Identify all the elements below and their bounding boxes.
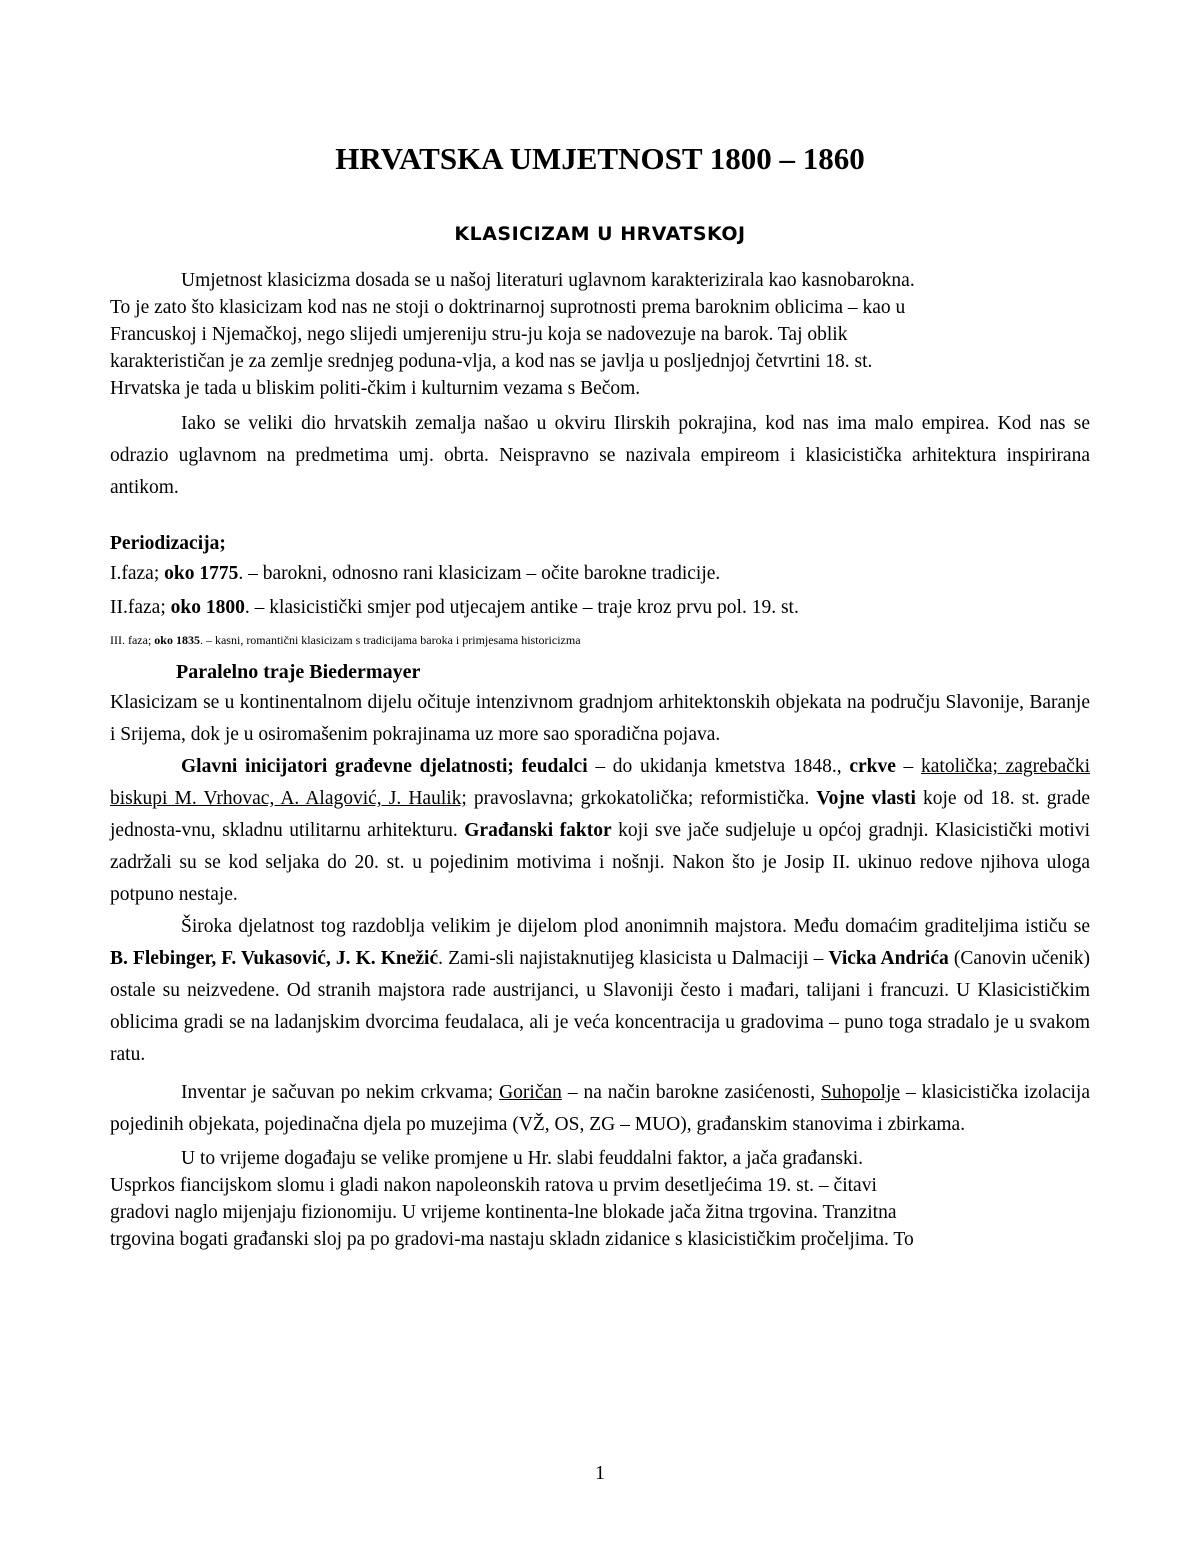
text-run: – na način barokne zasićenosti, — [561, 1082, 821, 1104]
intro-paragraph — [110, 267, 1090, 402]
phase-date: oko 1775 — [164, 563, 239, 585]
text-run: Inventar je sačuvan po nekim crkvama; — [181, 1082, 500, 1104]
text-line: trgovina bogati građanski sloj pa po gradovi-ma nastaju skladn zidanice s klasicističkim pročeljima. To — [110, 1229, 914, 1251]
phase-3 — [110, 629, 1090, 651]
text-run: (Canovin učenik) ostale su neizvedene. Od stranih majstora rade austrijanci, u Slavoniji često i mađari, talijani i francuzi. U Klasicističkim oblicima gradi se na ladanjskim dvorcima feudalaca, ali je veća koncentracija u gradovima – puno toga stradalo je u svakom ratu. — [110, 948, 1090, 1066]
underlined-text: katolička; zagrebački biskupi M. Vrhovac, A. Alagović, J. Haulik; — [110, 756, 1091, 810]
text-run: koje od 18. st. grade jednosta-vnu, skladnu utilitarnu arhitekturu. — [110, 788, 1090, 842]
intro-line: Francuskoj i Njemačkoj, nego slijedi umjereniju stru-ju koja se nadovezuje na barok. Taj oblik — [110, 324, 848, 346]
phase-date: oko 1835 — [154, 633, 200, 648]
text-run: koji sve jače sudjeluje u općoj gradnji. Klasicistički motivi zadržali su se kod seljaka do 20. st. u pojedinim motivima i nošnji. Nakon što je Josip II. ukinuo redove njihova uloga potpuno nestaje. — [110, 820, 1090, 906]
paragraph-masters — [110, 911, 1090, 1071]
document-title: HRVATSKA UMJETNOST 1800 – 1860 — [335, 141, 865, 176]
bold-text: B. Flebinger, F. Vukasović, J. K. Knežić — [110, 948, 439, 970]
bold-text: Vojne vlasti — [816, 788, 916, 810]
phase-label: III. faza; — [110, 633, 155, 648]
text-run: – klasicistička izolacija pojedinih objekata, pojedinačna djela po muzejima (VŽ, OS, ZG – MUO), građanskim stanovima i zbirkama. — [110, 1082, 1090, 1136]
intro-line: karakterističan je za zemlje srednjeg poduna-vlja, a kod nas se javlja u posljednjoj četvrtini 18. st. — [110, 351, 873, 373]
phase-label: I.faza; — [110, 563, 165, 585]
underlined-text: Goričan — [499, 1082, 562, 1104]
section-subtitle: KLASICIZAM U HRVATSKOJ — [454, 223, 746, 246]
text-run: – do ukidanja kmetstva 1848., — [587, 756, 850, 778]
intro-line: Hrvatska je tada u bliskim politi-čkim i kulturnim vezama s Bečom. — [110, 378, 641, 400]
page-content — [110, 140, 1090, 1253]
text-run: . Zami-sli najistaknutijeg klasicista u Dalmaciji – — [438, 948, 829, 970]
paragraph-continental: Klasicizam se u kontinentalnom dijelu očituje intenzivnom gradnjom arhitektonskih objekata na području Slavonije, Baranje i Srijema, dok je u osiromašenim pokrajinama uz more sao sporadična pojava. — [110, 692, 1090, 746]
text-run: – — [895, 756, 921, 778]
bold-text: Glavni inicijatori građevne djelatnosti; feudalci — [181, 756, 588, 778]
text-run: Široka djelatnost tog razdoblja velikim je dijelom plod anonimnih majstora. Među domaćim graditeljima ističu se — [181, 916, 1090, 938]
phase-text: . – barokni, odnosno rani klasicizam – očite barokne tradicije. — [238, 563, 721, 585]
bold-text: Vicka Andrića — [828, 948, 949, 970]
intro-line: Umjetnost klasicizma dosada se u našoj literaturi uglavnom karakterizirala kao kasnobarokna. — [181, 270, 915, 292]
phase-text: . – klasicistički smjer pod utjecajem antike – traje kroz prvu pol. 19. st. — [244, 597, 799, 619]
text-line: Usprkos fiancijskom slomu i gladi nakon napoleonskih ratova u prvim desetljećima 19. st. – čitavi — [110, 1175, 877, 1197]
paragraph-initiators — [110, 751, 1090, 911]
phase-date: oko 1800 — [170, 597, 245, 619]
phase-2 — [110, 591, 1090, 625]
bold-text: crkve — [849, 756, 896, 778]
text-line: U to vrijeme događaju se velike promjene u Hr. slabi feuddalni faktor, a jača građanski. — [181, 1148, 864, 1170]
phase-text: . – kasni, romantični klasicizam s tradicijama baroka i primjesama historicizma — [199, 633, 581, 648]
biedermayer-heading: Paralelno traje Biedermayer — [176, 661, 421, 684]
text-run: pravoslavna; grkokatolička; reformistička. — [466, 788, 817, 810]
phase-1 — [110, 557, 1090, 591]
paragraph-inventory — [110, 1077, 1090, 1141]
text-line: gradovi naglo mijenjaju fizionomiju. U vrijeme kontinenta-lne blokade jača žitna trgovina. Tranzitna — [110, 1202, 897, 1224]
periodization-heading: Periodizacija; — [110, 533, 226, 555]
paragraph-empire: Iako se veliki dio hrvatskih zemalja našao u okviru Ilirskih pokrajina, kod nas ima malo empirea. Kod nas se odrazio uglavnom na predmetima umj. obrta. Neispravno se nazivala empireom i klasicistička arhitektura inspirirana antikom. — [110, 413, 1090, 499]
paragraph-changes — [110, 1145, 1090, 1253]
intro-line: To je zato što klasicizam kod nas ne stoji o doktrinarnoj suprotnosti prema baroknim oblicima – kao u — [110, 297, 906, 319]
phase-label: II.faza; — [110, 597, 171, 619]
page-number: 1 — [595, 1462, 605, 1484]
underlined-text: Suhopolje — [820, 1082, 901, 1104]
bold-text: Građanski faktor — [464, 820, 612, 842]
